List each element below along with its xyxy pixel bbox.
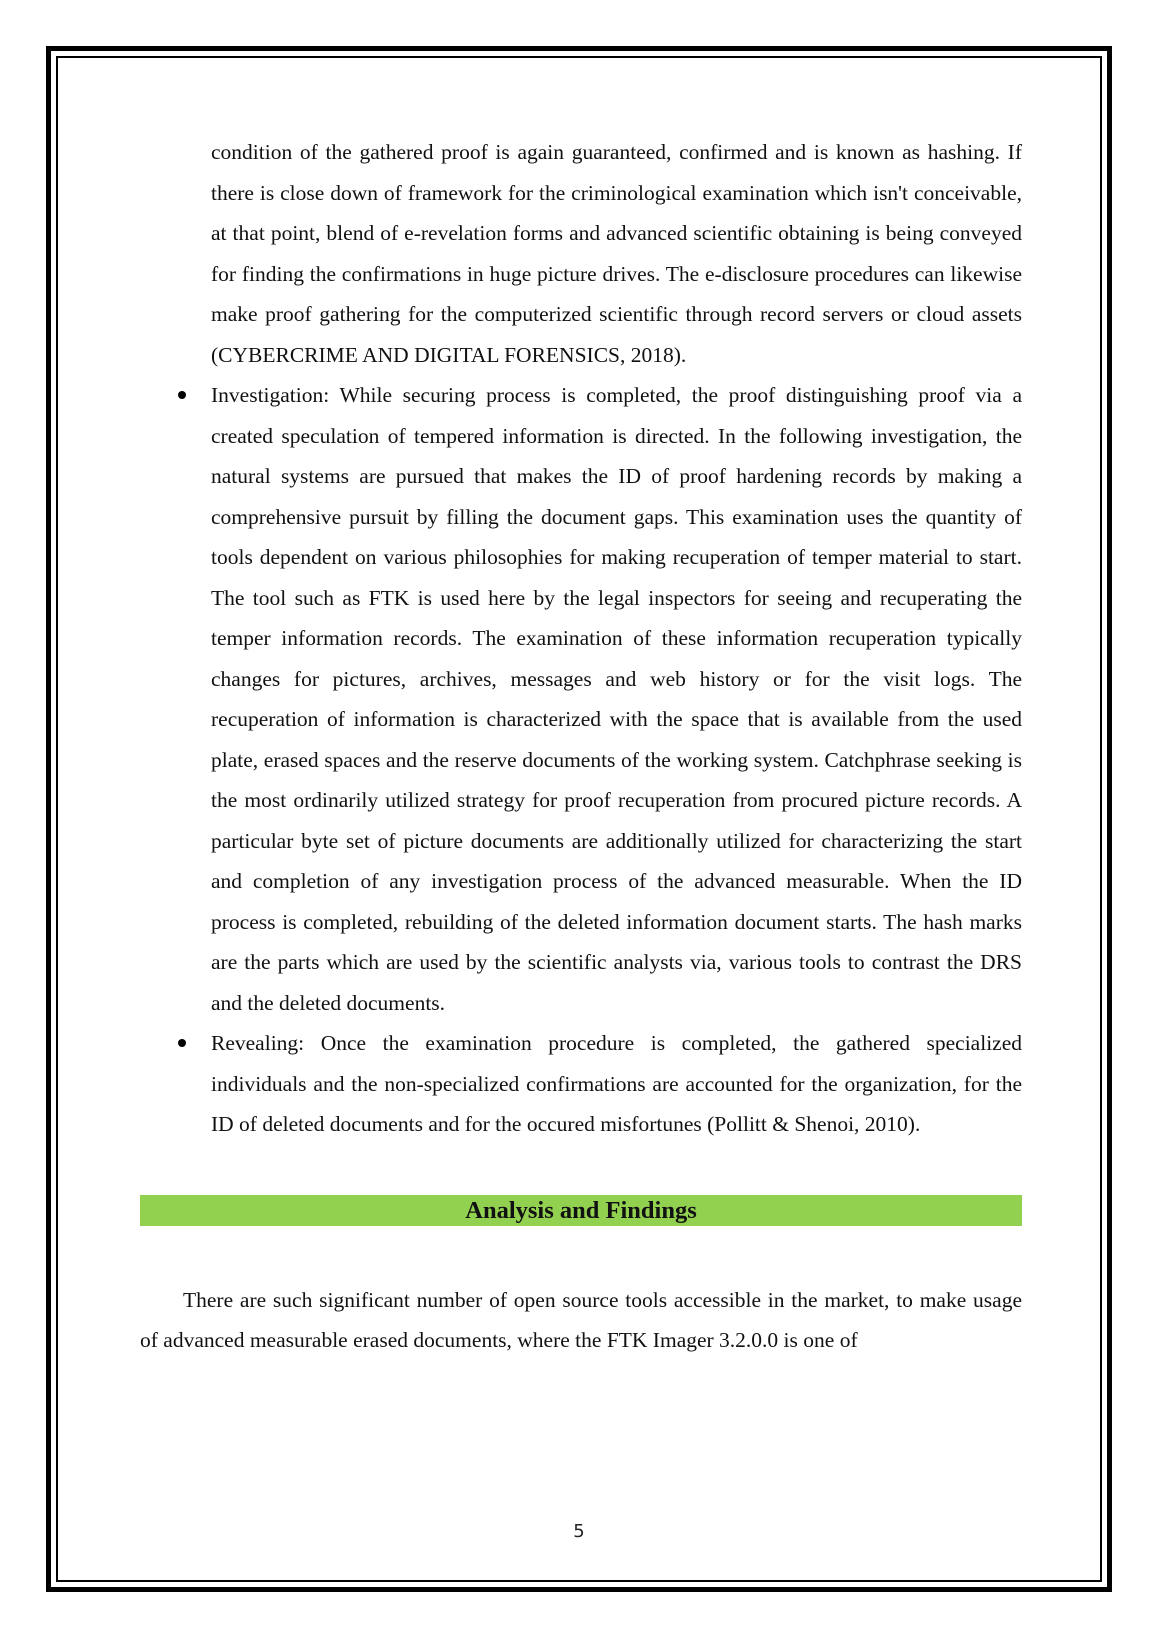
bullet-list [140,375,1022,1145]
continuation-paragraph: condition of the gathered proof is again guaranteed, confirmed and is known as hashing. If there is close down of framework for the criminological examination which isn't conceivable, at that point, blend of e-revelation forms and advanced scientific obtaining is being conveyed for finding the confirmations in huge picture drives. The e-disclosure procedures can likewise make proof gathering for the computerized scientific through record servers or cloud assets (CYBERCRIME AND DIGITAL FORENSICS, 2018). [211,140,1022,367]
bullet-text: Revealing: Once the examination procedure is completed, the gathered specialized individuals and the non-specialized confirmations are accounted for the organization, for the ID of deleted documents and for the occured misfortunes (Pollitt & Shenoi, 2010). [211,1031,1022,1136]
page-content [140,132,1022,1361]
bullet-icon [178,391,186,399]
bullet-item-revealing [140,1023,1022,1145]
bullet-icon [178,1039,186,1047]
bullet-item-investigation [140,375,1022,1023]
bullet-text: Investigation: While securing process is completed, the proof distinguishing proof via a created speculation of tempered information is directed. In the following investigation, the natural systems are pursued that makes the ID of proof hardening records by making a comprehensive pursuit by filling the document gaps. This examination uses the quantity of tools dependent on various philosophies for making recuperation of temper material to start. The tool such as FTK is used here by the legal inspectors for seeing and recuperating the temper information records. The examination of these information recuperation typically changes for pictures, archives, messages and web history or for the visit logs. The recuperation of information is characterized with the space that is available from the used plate, erased spaces and the reserve documents of the working system. Catchphrase seeking is the most ordinarily utilized strategy for proof recuperation from procured picture records. A particular byte set of picture documents are additionally utilized for characterizing the start and completion of any investigation process of the advanced measurable. When the ID process is completed, rebuilding of the deleted information document starts. The hash marks are the parts which are used by the scientific analysts via, various tools to contrast the DRS and the deleted documents. [211,383,1022,1015]
section-paragraph: There are such significant number of open source tools accessible in the market, to make usage of advanced measurable erased documents, where the FTK Imager 3.2.0.0 is one of [140,1287,1022,1352]
page-number: 5 [573,1521,585,1542]
section-heading: Analysis and Findings [140,1195,1022,1226]
